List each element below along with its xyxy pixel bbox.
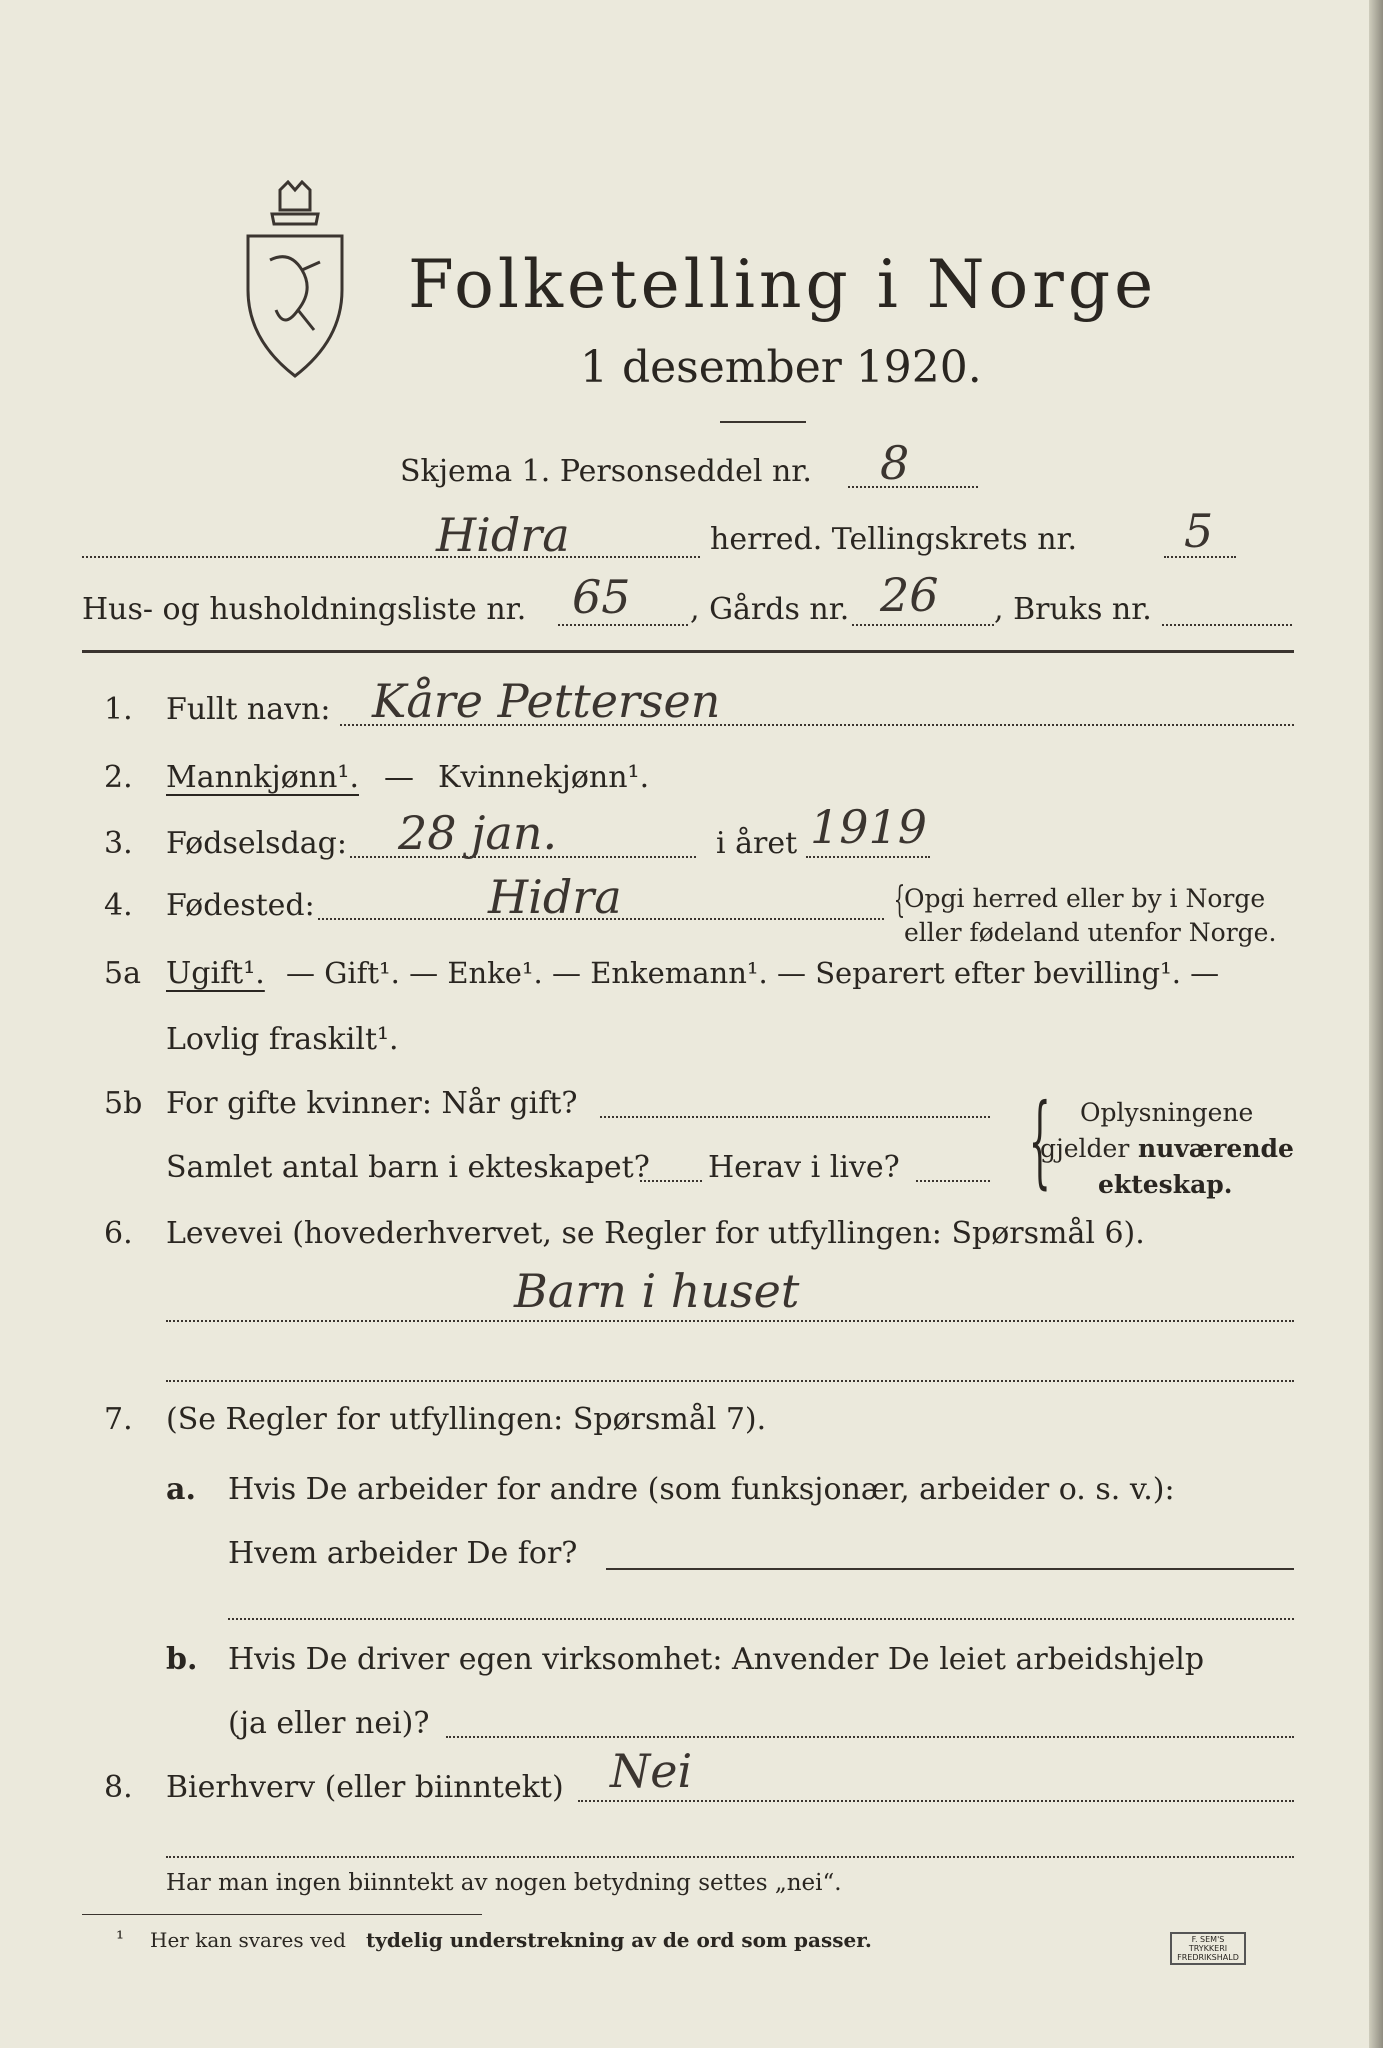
hus-field[interactable] [558, 624, 688, 626]
q2-male-option[interactable]: Mannkjønn¹. [166, 760, 359, 795]
gards-label: , Gårds nr. [690, 592, 850, 627]
q5a-ugift-option[interactable]: Ugift¹. [166, 956, 265, 991]
q1-value: Kåre Pettersen [372, 674, 721, 728]
q8-field-2[interactable] [166, 1856, 1294, 1858]
q5b-alive-field[interactable] [916, 1180, 990, 1182]
q1-number: 1. [104, 692, 133, 727]
q4-note-line2: eller fødeland utenfor Norge. [904, 918, 1277, 947]
q2-separator: — [384, 760, 414, 795]
q5b-label-children: Samlet antal barn i ekteskapet? [166, 1150, 650, 1185]
q7a-field-1[interactable] [606, 1568, 1294, 1570]
q6-label: Levevei (hovederhvervet, se Regler for utfyllingen: Spørsmål 6). [166, 1216, 1145, 1251]
q5a-options[interactable]: — Gift¹. — Enke¹. — Enkemann¹. — Separert efter bevilling¹. — [286, 956, 1220, 990]
q5b-label-alive: Herav i live? [708, 1150, 900, 1185]
q5b-note-line2b: nuværende [1138, 1134, 1294, 1163]
q4-note-line1: Opgi herred eller by i Norge [904, 884, 1266, 913]
coat-of-arms-icon [240, 180, 350, 380]
q2-number: 2. [104, 760, 133, 795]
header-rule [82, 650, 1294, 653]
q2-female-option[interactable]: Kvinnekjønn¹. [438, 760, 650, 795]
q6-value: Barn i huset [514, 1264, 800, 1318]
q1-label: Fullt navn: [166, 692, 331, 727]
q7a-letter: a. [166, 1472, 196, 1507]
q5b-married-field[interactable] [600, 1116, 990, 1118]
title-rule [720, 421, 806, 423]
footnote-text-a: Her kan svares ved [150, 1928, 346, 1952]
page-edge [1369, 0, 1383, 2048]
footnote-rule [82, 1914, 482, 1915]
q7-number: 7. [104, 1402, 133, 1437]
q7b-field[interactable] [446, 1736, 1294, 1738]
q3-year-value: 1919 [810, 800, 928, 854]
q7a-field-2[interactable] [228, 1618, 1294, 1620]
q3-year-label: i året [716, 826, 798, 861]
q5a-option-fraskilt[interactable]: Lovlig fraskilt¹. [166, 1022, 399, 1057]
q7-label: (Se Regler for utfyllingen: Spørsmål 7). [166, 1402, 767, 1437]
hus-label: Hus- og husholdningsliste nr. [82, 592, 527, 627]
personseddel-value: 8 [880, 436, 910, 490]
bruks-label: , Bruks nr. [994, 592, 1152, 627]
q4-number: 4. [104, 888, 133, 923]
form-subtitle: 1 desember 1920. [580, 342, 982, 393]
q7b-label-line2: (ja eller nei)? [228, 1706, 430, 1741]
printer-stamp: F. SEM'S TRYKKERI FREDRIKSHALD [1170, 1932, 1246, 1965]
q8-label: Bierhverv (eller biinntekt) [166, 1770, 564, 1805]
q8-field-1[interactable] [578, 1800, 1294, 1802]
q3-label: Fødselsdag: [166, 826, 347, 861]
q8-note: Har man ingen biinntekt av nogen betydning settes „nei“. [166, 1870, 842, 1896]
herred-label: herred. Tellingskrets nr. [710, 522, 1078, 557]
q3-year-field[interactable] [806, 856, 930, 858]
personseddel-field[interactable] [848, 486, 978, 488]
q6-number: 6. [104, 1216, 133, 1251]
footnote-mark: ¹ [116, 1926, 125, 1950]
footnote-text-b: tydelig understrekning av de ord som passer. [366, 1928, 872, 1952]
q4-label: Fødested: [166, 888, 315, 923]
herred-field[interactable] [82, 556, 700, 558]
q7a-label-line1: Hvis De arbeider for andre (som funksjonær, arbeider o. s. v.): [228, 1472, 1175, 1507]
herred-value: Hidra [436, 508, 570, 562]
q8-value: Nei [610, 1744, 693, 1798]
q7b-letter: b. [166, 1642, 198, 1677]
q5b-note-line2a: gjelder [1040, 1134, 1130, 1163]
q7b-label-line1: Hvis De driver egen virksomhet: Anvender De leiet arbeidshjelp [228, 1642, 1205, 1677]
q5b-note-line1: Oplysningene [1080, 1098, 1254, 1127]
form-title: Folketelling i Norge [408, 246, 1158, 323]
q3-number: 3. [104, 826, 133, 861]
gards-field[interactable] [852, 624, 994, 626]
q6-field-2[interactable] [166, 1380, 1294, 1382]
q5a-number: 5a [104, 956, 141, 991]
q3-date-value: 28 jan. [398, 806, 558, 860]
schema-label: Skjema 1. Personseddel nr. [400, 454, 812, 489]
q6-field-1[interactable] [166, 1320, 1294, 1322]
bruks-field[interactable] [1162, 624, 1292, 626]
q5b-number: 5b [104, 1086, 143, 1121]
q8-number: 8. [104, 1770, 133, 1805]
q5b-label-married: For gifte kvinner: Når gift? [166, 1086, 578, 1121]
krets-value: 5 [1184, 504, 1214, 558]
q5b-children-field[interactable] [640, 1180, 702, 1182]
q7a-label-line2: Hvem arbeider De for? [228, 1536, 578, 1571]
q5b-note-line3: ekteskap. [1098, 1170, 1233, 1199]
gards-value: 26 [880, 568, 939, 622]
q4-brace: { [893, 880, 906, 921]
hus-value: 65 [572, 570, 631, 624]
q4-value: Hidra [488, 870, 622, 924]
q5b-brace: { [1028, 1082, 1051, 1199]
